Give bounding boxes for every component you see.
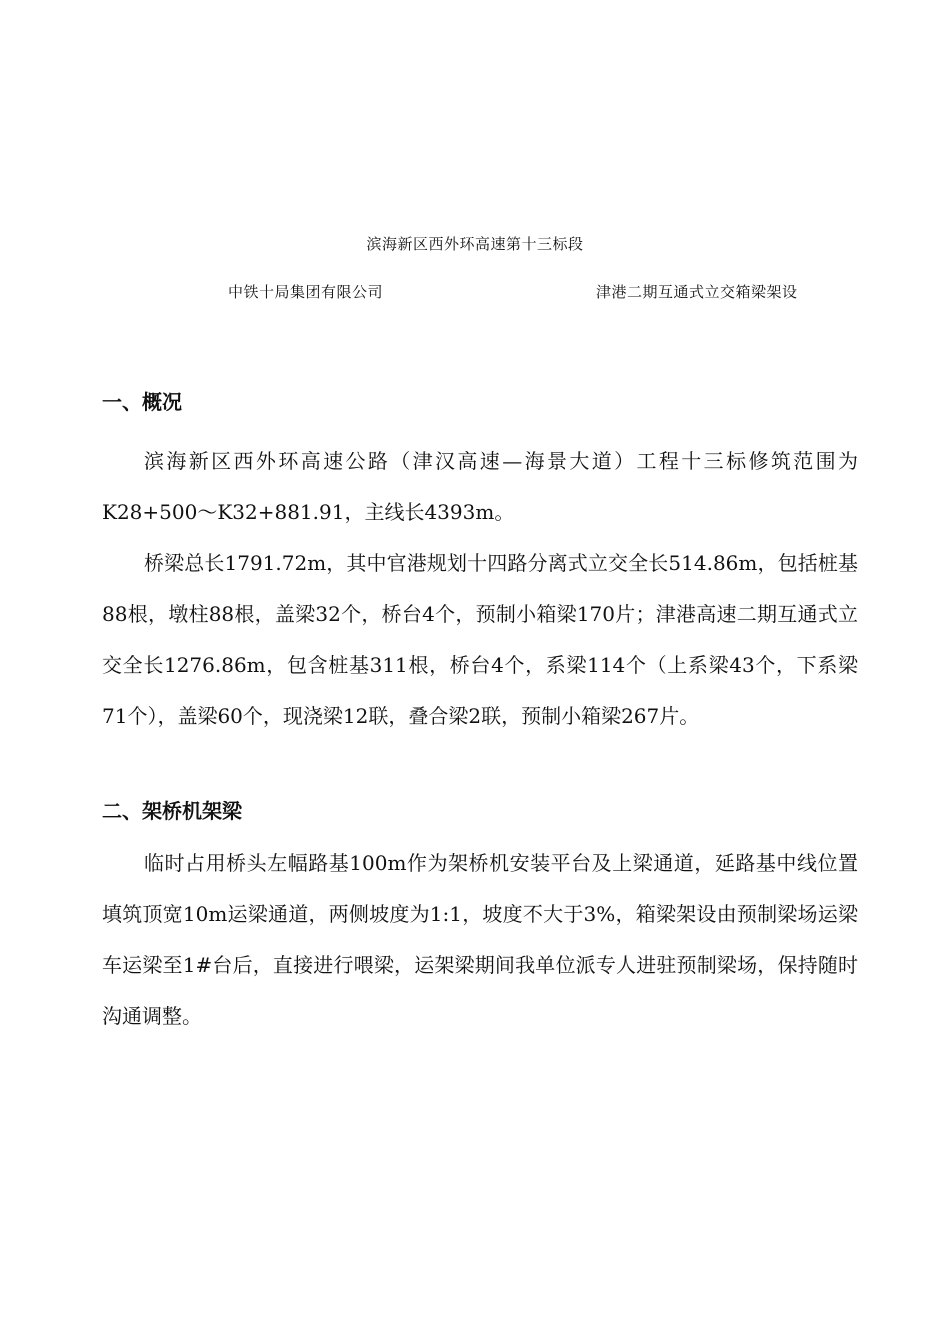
project-title: 滨海新区西外环高速第十三标段 <box>366 235 584 253</box>
overview-paragraph-bridges: 桥梁总长1791.72m，其中官港规划十四路分离式立交全长514.86m，包括桩基88根，墩柱88根，盖梁32个，桥台4个，预制小箱梁170片；津港高速二期互通式立交全长1276.86m，包含桩基311根，桥台4个，系梁114个（上系梁43个，下系梁71个），盖梁60个，现浇梁12联，叠合梁2联，预制小箱梁267片。 <box>102 551 858 728</box>
overview-paragraph-scope: 滨海新区西外环高速公路（津汉高速—海景大道）工程十三标修筑范围为K28+500～K32+881.91，主线长4393m。 <box>102 449 858 524</box>
section-heading-overview: 一、概况 <box>102 390 182 414</box>
section-heading-bridge-erection: 二、架桥机架梁 <box>102 799 242 823</box>
document-subject: 津港二期互通式立交箱梁架设 <box>596 283 798 301</box>
company-name: 中铁十局集团有限公司 <box>228 283 384 301</box>
bridge-erection-paragraph: 临时占用桥头左幅路基100m作为架桥机安装平台及上梁通道，延路基中线位置填筑顶宽10m运梁通道，两侧坡度为1:1，坡度不大于3%，箱梁架设由预制梁场运梁车运梁至1#台后，直接进行喂梁，运架梁期间我单位派专人进驻预制梁场，保持随时沟通调整。 <box>102 851 858 1028</box>
